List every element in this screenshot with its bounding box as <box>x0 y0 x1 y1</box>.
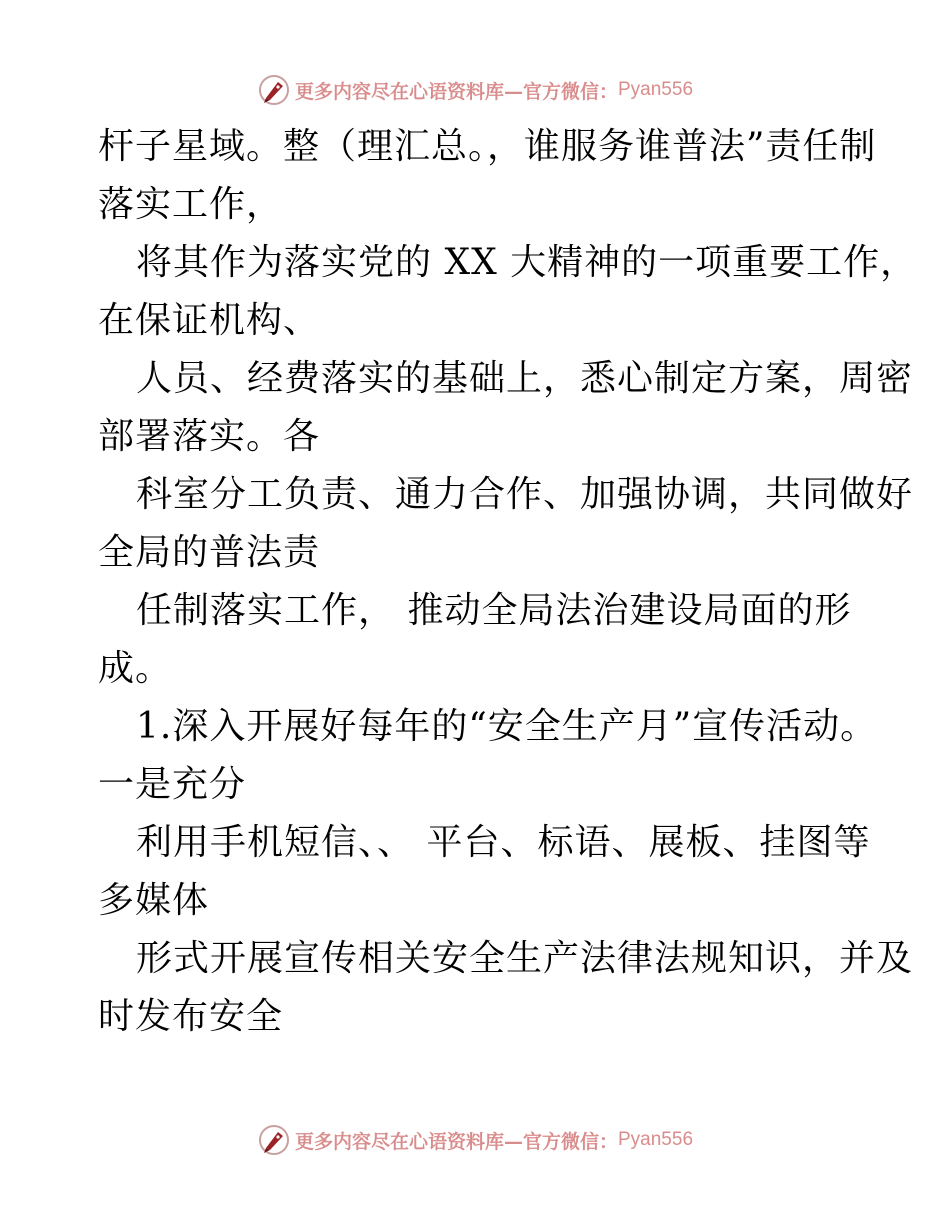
body-line: 科室分工负责、通力合作、加强协调，共同做好 <box>136 474 914 515</box>
watermark-wechat-id: Pyan556 <box>618 1129 694 1150</box>
body-line: 多媒体 <box>98 880 210 921</box>
body-line: 任制落实工作， 推动全局法治建设局面的形 <box>136 590 852 631</box>
body-line: 全局的普法责 <box>98 532 321 573</box>
body-line: 人员、经费落实的基础上，悉心制定方案，周密 <box>136 358 914 399</box>
footer-watermark <box>0 1120 950 1160</box>
body-line: 落实工作， <box>98 184 284 225</box>
body-line: 时发布安全 <box>98 996 284 1037</box>
watermark-wechat-id: Pyan556 <box>618 79 694 100</box>
body-line: 利用手机短信、、 平台、标语、展板、挂图等 <box>136 822 871 863</box>
body-line: 形式开展宣传相关安全生产法律法规知识，并及 <box>136 938 914 979</box>
pen-nib-logo-icon <box>257 1123 291 1157</box>
body-line: 将其作为落实党的 XX 大精神的一项重要工作， <box>136 242 918 283</box>
body-line: 杆子星域。整（理汇总。，谁服务谁普法”责任制 <box>98 126 877 167</box>
watermark-text: 更多内容尽在心语资料库—官方微信： <box>294 1130 618 1153</box>
body-line: 成。 <box>98 648 173 689</box>
document-body <box>98 118 918 1046</box>
pen-nib-logo-icon <box>257 73 291 107</box>
body-line: 在保证机构、 <box>98 300 321 341</box>
header-watermark <box>0 70 950 110</box>
watermark-text: 更多内容尽在心语资料库—官方微信： <box>294 80 618 103</box>
body-line: 部署落实。各 <box>98 416 321 457</box>
body-line: 一是充分 <box>98 764 247 805</box>
body-line: 1.深入开展好每年的“安全生产月”宣传活动。 <box>136 706 878 747</box>
